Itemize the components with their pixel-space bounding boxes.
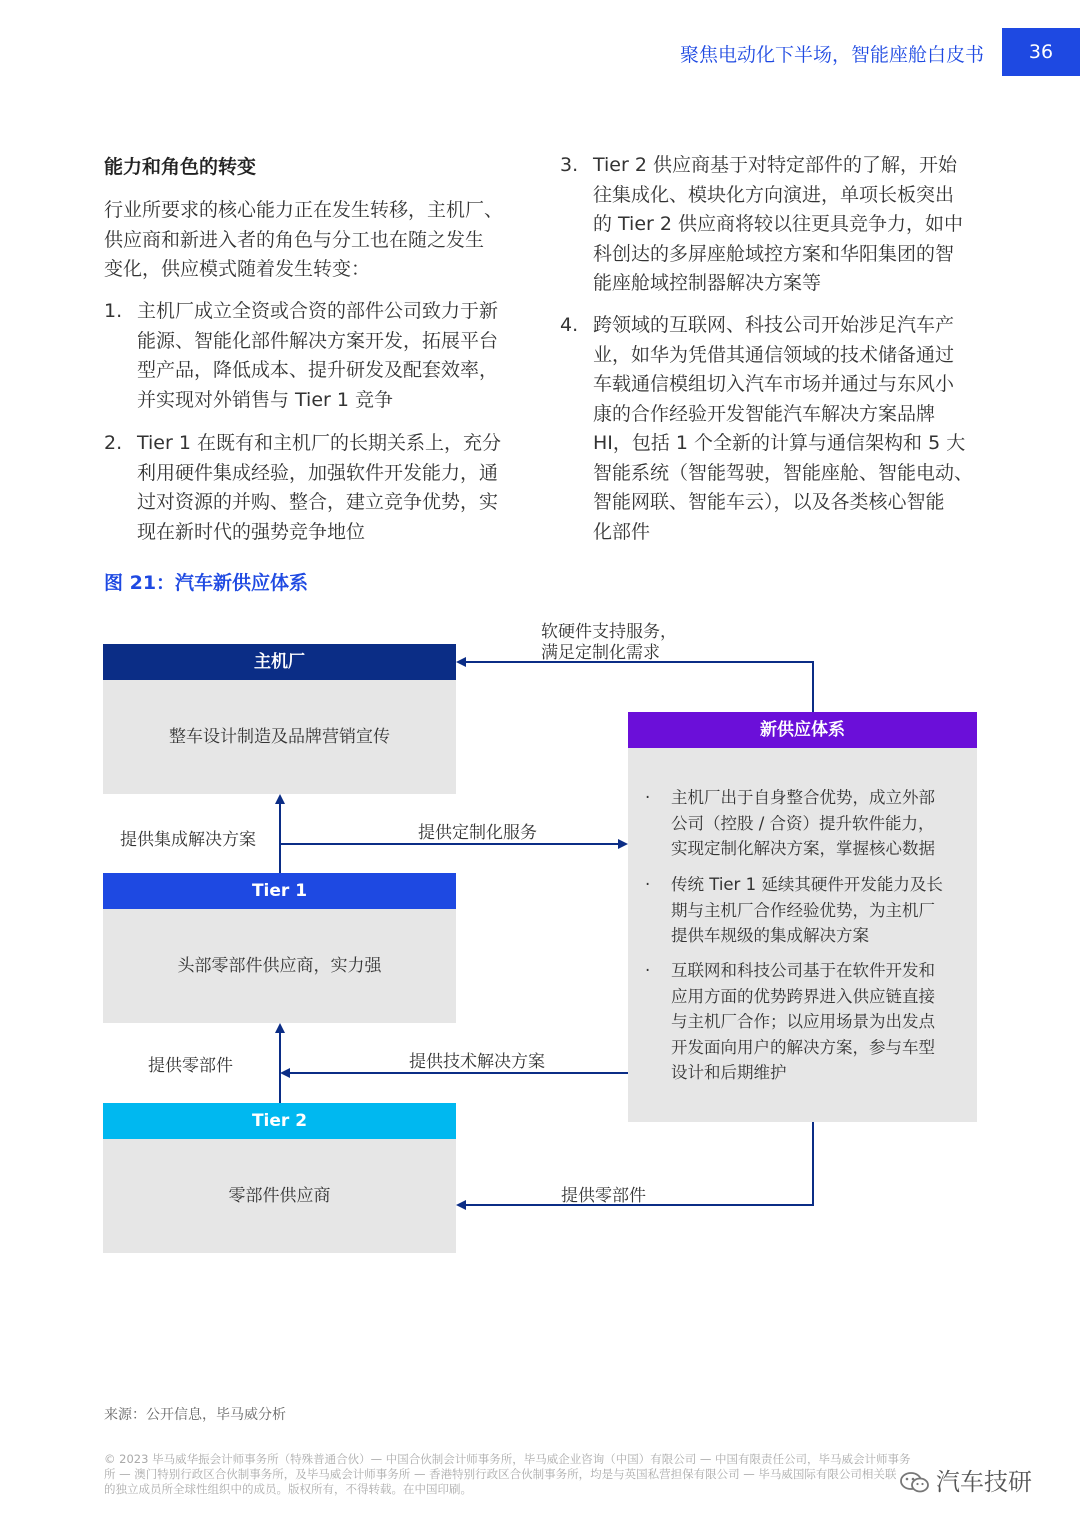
bullet-line: 公司（控股 / 合资）提升软件能力， — [671, 813, 935, 833]
tier2-body: 零部件供应商 — [103, 1139, 456, 1253]
footer-line: 的独立成员所全球性组织中的成员。版权所有，不得转载。在中国印刷。 — [104, 1482, 472, 1496]
bullet-line: 设计和后期维护 — [671, 1063, 787, 1082]
intro-line: 行业所要求的核心能力正在发生转移，主机厂、 — [104, 199, 504, 221]
list-line: Tier 1 在既有和主机厂的长期关系上，充分 — [137, 432, 501, 454]
oem-body: 整车设计制造及品牌营销宣传 — [103, 680, 456, 794]
bullet-line: 互联网和科技公司基于在软件开发和 — [671, 961, 935, 980]
list-line: 化部件 — [593, 520, 651, 543]
list-number: 2. — [104, 432, 123, 454]
page-number: 36 — [1002, 28, 1080, 76]
watermark-text: 汽车技研 — [936, 1468, 1032, 1496]
arrow-label: 提供零部件 — [148, 1056, 233, 1076]
wechat-icon — [900, 1471, 930, 1495]
bullet-dot: · — [645, 788, 651, 807]
list-line: Tier 2 供应商基于对特定部件的了解，开始 — [593, 154, 957, 176]
arrow-label: 满足定制化需求 — [541, 643, 660, 663]
arrow-support-to-oem — [458, 662, 813, 712]
list-line: 主机厂成立全资或合资的部件公司致力于新 — [137, 300, 499, 322]
list-line: 智能网联、智能车云），以及各类核心智能 — [593, 491, 945, 513]
source-note: 来源：公开信息，毕马威分析 — [104, 1407, 286, 1423]
tier2-header: Tier 2 — [103, 1103, 456, 1139]
list-line: 现在新时代的强势竞争地位 — [137, 520, 366, 543]
bullet-dot: · — [645, 875, 651, 894]
oem-header: 主机厂 — [103, 644, 456, 680]
tier1-header: Tier 1 — [103, 873, 456, 909]
list-line: 利用硬件集成经验，加强软件开发能力，通 — [137, 461, 499, 484]
arrow-label: 提供零部件 — [561, 1186, 646, 1206]
figure-title: 图 21：汽车新供应体系 — [104, 572, 309, 594]
list-number: 3. — [560, 154, 579, 176]
list-line: 的 Tier 2 供应商将较以往更具竞争力，如中 — [593, 213, 964, 235]
list-line: 过对资源的并购、整合，建立竞争优势，实 — [137, 491, 499, 513]
list-line: 能源、智能化部件解决方案开发，拓展平台 — [137, 329, 499, 352]
arrow-label: 提供定制化服务 — [418, 823, 537, 843]
list-line: 康的合作经验开发智能汽车解决方案品牌 — [593, 402, 936, 425]
list-line: 智能系统（智能驾驶，智能座舱、智能电动、 — [593, 461, 974, 484]
arrow-label: 提供集成解决方案 — [120, 830, 256, 850]
bullet-line: 应用方面的优势跨界进入供应链直接 — [671, 986, 935, 1006]
bullet-line: 开发面向用户的解决方案，参与车型 — [671, 1037, 935, 1057]
list-line: 并实现对外销售与 Tier 1 竞争 — [137, 388, 394, 411]
arrow-label: 提供技术解决方案 — [409, 1052, 545, 1072]
tier1-body: 头部零部件供应商，实力强 — [103, 909, 456, 1023]
bullet-line: 期与主机厂合作经验优势，为主机厂 — [671, 900, 935, 920]
bullet-dot: · — [645, 961, 651, 980]
new-system-header: 新供应体系 — [628, 712, 977, 748]
intro-line: 供应商和新进入者的角色与分工也在随之发生 — [104, 228, 485, 251]
watermark — [900, 1462, 1032, 1497]
bullet-line: 提供车规级的集成解决方案 — [671, 926, 869, 945]
intro-line: 变化，供应模式随着发生转变： — [104, 258, 371, 280]
list-number: 1. — [104, 300, 123, 322]
section-title: 能力和角色的转变 — [104, 156, 257, 178]
arrow-label: 软硬件支持服务， — [541, 622, 677, 642]
list-line: 车载通信模组切入汽车市场并通过与东风小 — [593, 373, 955, 395]
list-line: 能座舱域控制器解决方案等 — [593, 272, 822, 294]
list-number: 4. — [560, 314, 579, 336]
bullet-line: 实现定制化解决方案，掌握核心数据 — [671, 839, 935, 858]
bullet-line: 传统 Tier 1 延续其硬件开发能力及长 — [671, 875, 943, 894]
list-line: 型产品，降低成本、提升研发及配套效率， — [137, 359, 499, 381]
header-title: 聚焦电动化下半场，智能座舱白皮书 — [679, 44, 984, 66]
list-line: 往集成化、模块化方向演进，单项长板突出 — [593, 183, 955, 206]
bullet-line: 与主机厂合作；以应用场景为出发点 — [671, 1012, 935, 1031]
list-line: 科创达的多屏座舱域控方案和华阳集团的智 — [593, 242, 955, 265]
list-line: 业，如华为凭借其通信领域的技术储备通过 — [593, 343, 955, 366]
footer-line: © 2023 毕马威华振会计师事务所（特殊普通合伙）— 中国合伙制会计师事务所，毕马威企业咨询（中国）有限公司 — 中国有限责任公司，毕马威会计师事务 — [104, 1452, 911, 1466]
footer-line: 所 — 澳门特别行政区合伙制事务所，及毕马威会计师事务所 — 香港特别行政区合伙制事务所，均是与英国私营担保有限公司 — 毕马威国际有限公司相关联 — [104, 1467, 897, 1481]
list-line: HI，包括 1 个全新的计算与通信架构和 5 大 — [593, 432, 966, 454]
copyright-footer — [104, 1452, 984, 1497]
list-line: 跨领域的互联网、科技公司开始涉足汽车产 — [593, 314, 955, 336]
bullet-line: 主机厂出于自身整合优势，成立外部 — [671, 788, 935, 807]
